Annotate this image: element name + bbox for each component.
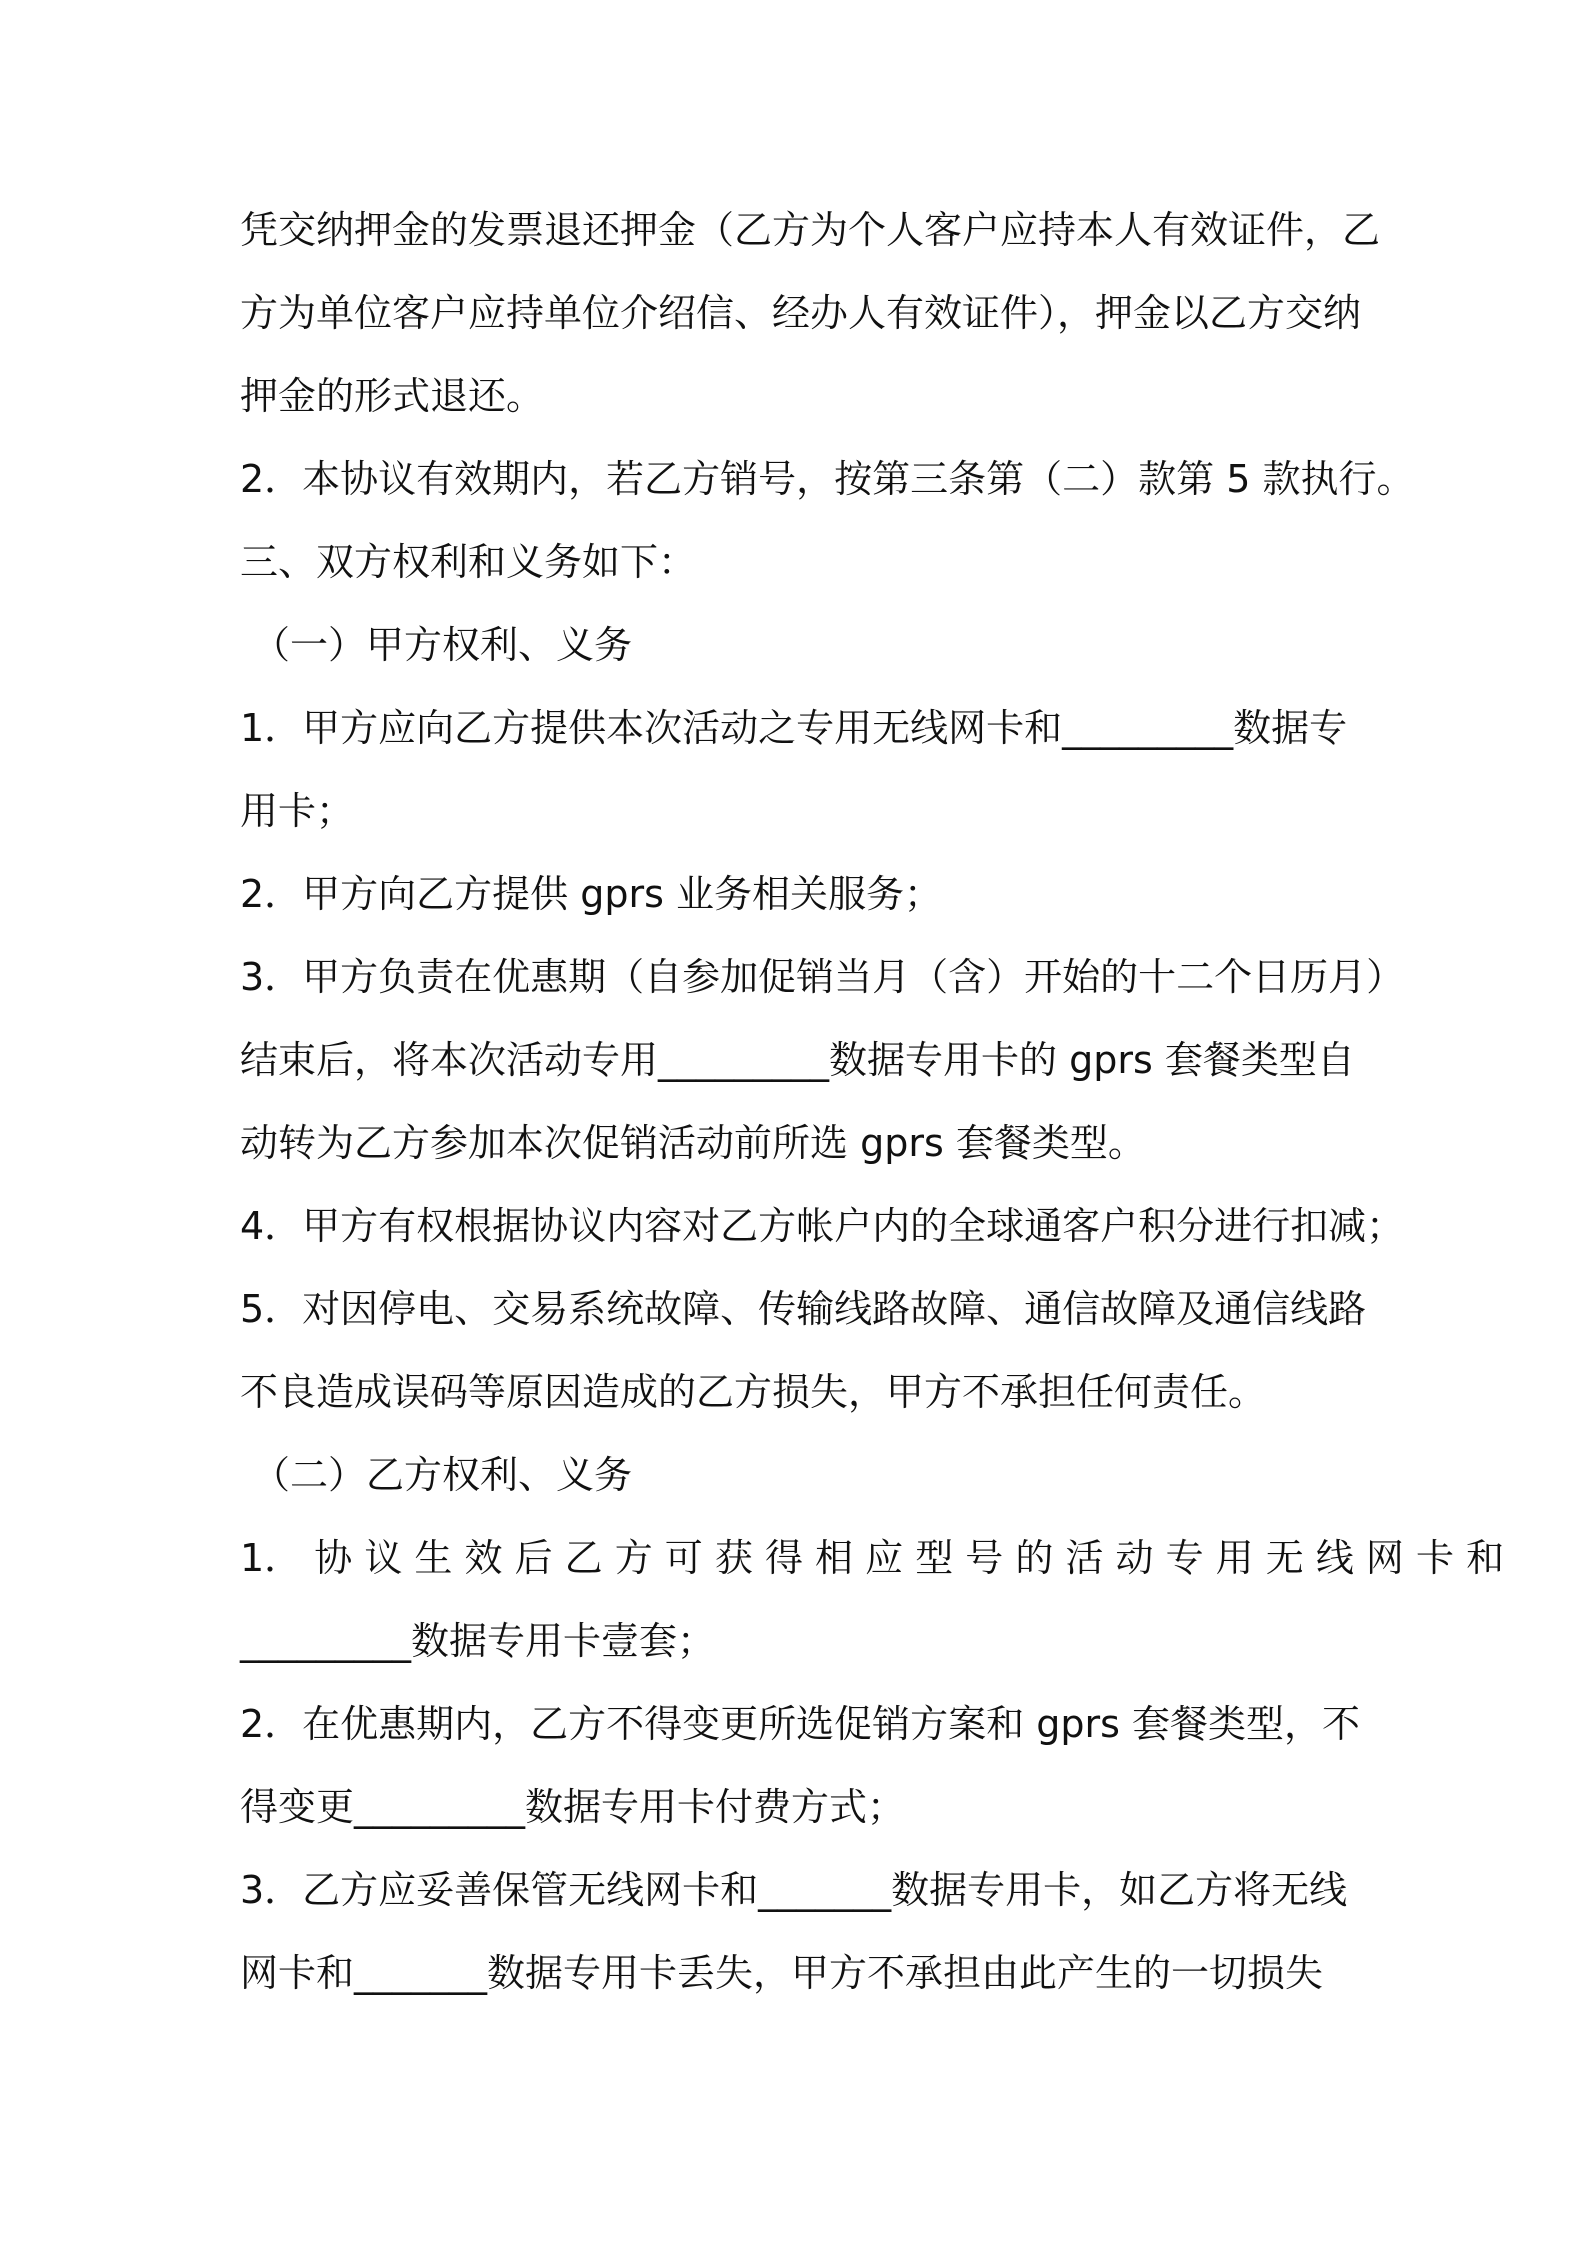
text-line-19: 2．在优惠期内，乙方不得变更所选促销方案和 gprs 套餐类型，不 — [240, 1702, 1361, 1746]
text-line-14: 5．对因停电、交易系统故障、传输线路故障、通信故障及通信线路 — [240, 1287, 1367, 1331]
text-line-18: _________数据专用卡壹套； — [240, 1619, 716, 1663]
text-line-12: 动转为乙方参加本次促销活动前所选 gprs 套餐类型。 — [240, 1121, 1146, 1165]
subsection-heading-party-a: （一）甲方权利、义务 — [252, 623, 633, 667]
text-line-15: 不良造成误码等原因造成的乙方损失，甲方不承担任何责任。 — [240, 1370, 1267, 1414]
text-line-20: 得变更_________数据专用卡付费方式； — [240, 1785, 906, 1829]
text-line-4: 2．本协议有效期内，若乙方销号，按第三条第（二）款第 5 款执行。 — [240, 457, 1415, 501]
text-line-17: 1． 协 议 生 效 后 乙 方 可 获 得 相 应 型 号 的 活 动 专 用 无 线 网 卡 和 — [240, 1536, 1505, 1580]
text-line-8: 用卡； — [240, 789, 355, 833]
text-line-9: 2．甲方向乙方提供 gprs 业务相关服务； — [240, 872, 942, 916]
text-line-2: 方为单位客户应持单位介绍信、经办人有效证件），押金以乙方交纳 — [240, 291, 1362, 335]
text-line-10: 3．甲方负责在优惠期（自参加促销当月（含）开始的十二个日历月） — [240, 955, 1405, 999]
text-line-11: 结束后，将本次活动专用_________数据专用卡的 gprs 套餐类型自 — [240, 1038, 1355, 1082]
text-line-1: 凭交纳押金的发票退还押金（乙方为个人客户应持本人有效证件，乙 — [240, 208, 1381, 252]
text-line-21: 3．乙方应妥善保管无线网卡和_______数据专用卡，如乙方将无线 — [240, 1868, 1348, 1912]
section-heading-3: 三、双方权利和义务如下： — [240, 540, 697, 584]
subsection-heading-party-b: （二）乙方权利、义务 — [252, 1453, 633, 1497]
text-line-22: 网卡和_______数据专用卡丢失，甲方不承担由此产生的一切损失 — [240, 1951, 1324, 1995]
text-line-3: 押金的形式退还。 — [240, 374, 545, 418]
text-line-7: 1．甲方应向乙方提供本次活动之专用无线网卡和_________数据专 — [240, 706, 1348, 750]
text-line-13: 4．甲方有权根据协议内容对乙方帐户内的全球通客户积分进行扣减； — [240, 1204, 1405, 1248]
